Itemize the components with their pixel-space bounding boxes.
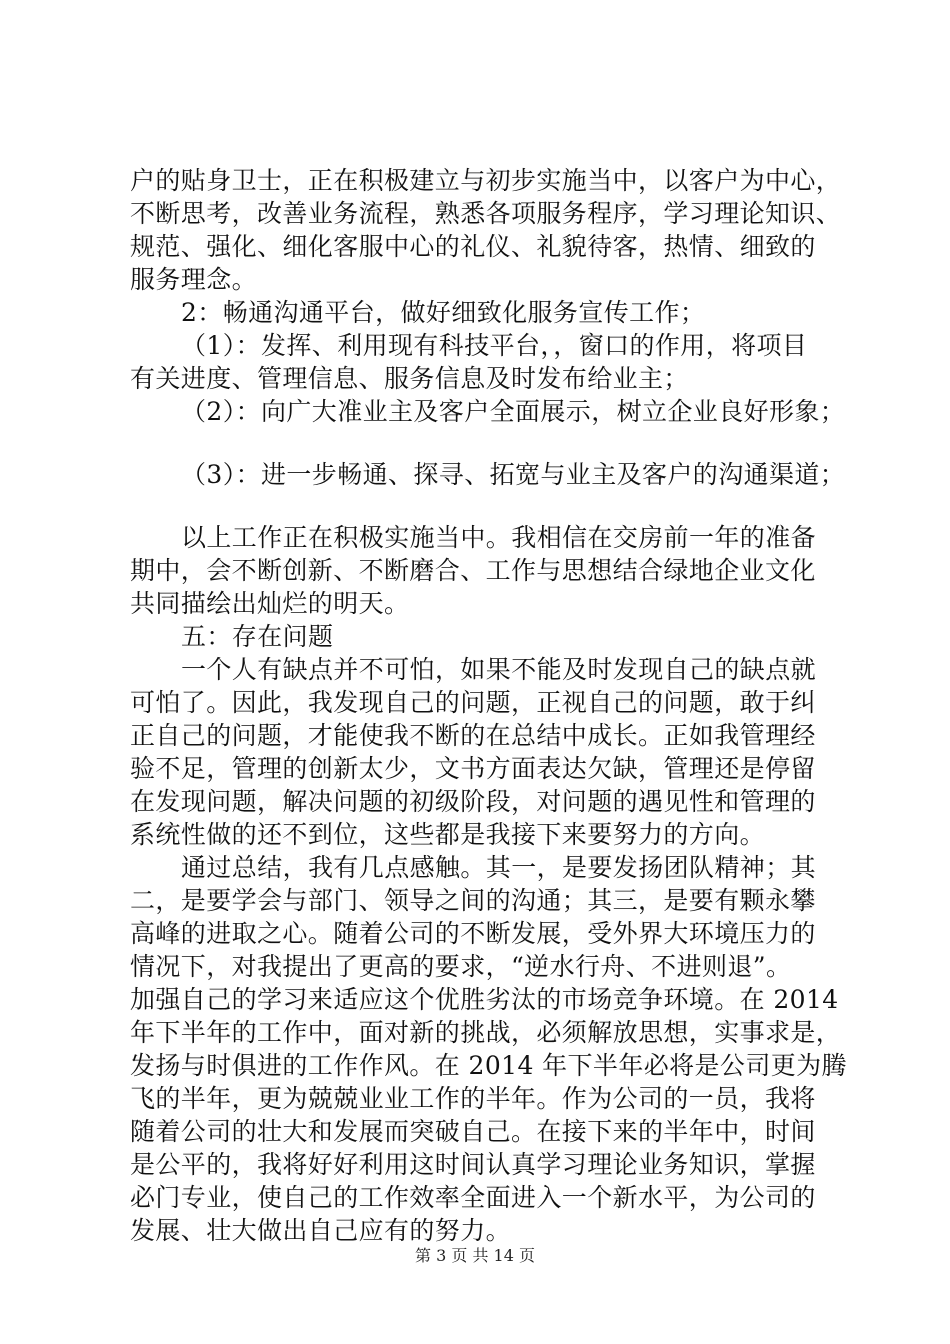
paragraph-line: 期中，会不断创新、不断磨合、工作与思想结合绿地企业文化 bbox=[130, 556, 816, 585]
list-item: （2）：向广大准业主及客户全面展示，树立企业良好形象； bbox=[181, 397, 846, 426]
paragraph-line: 有关进度、管理信息、服务信息及时发布给业主； bbox=[130, 364, 689, 393]
spacer bbox=[130, 491, 836, 521]
paragraph-line: 不断思考，改善业务流程，熟悉各项服务程序，学习理论知识、 bbox=[130, 199, 842, 228]
paragraph-line: 发扬与时俱进的工作作风。在 2014 年下半年必将是公司更为腾 bbox=[130, 1051, 847, 1080]
paragraph-line: 正自己的问题，才能使我不断的在总结中成长。正如我管理经 bbox=[130, 721, 816, 750]
page-number-footer: 第 3 页 共 14 页 bbox=[415, 1246, 535, 1265]
list-item: （3）：进一步畅通、探寻、拓宽与业主及客户的沟通渠道； bbox=[181, 460, 846, 489]
paragraph-line: 高峰的进取之心。随着公司的不断发展，受外界大环境压力的 bbox=[130, 919, 816, 948]
paragraph-line: 加强自己的学习来适应这个优胜劣汰的市场竞争环境。在 2014 bbox=[130, 985, 839, 1014]
paragraph-line: 一个人有缺点并不可怕，如果不能及时发现自己的缺点就 bbox=[181, 655, 817, 684]
paragraph-line: 共同描绘出灿烂的明天。 bbox=[130, 589, 410, 618]
paragraph-line: 户的贴身卫士，正在积极建立与初步实施当中，以客户为中心， bbox=[130, 166, 842, 195]
paragraph-line: 系统性做的还不到位，这些都是我接下来要努力的方向。 bbox=[130, 820, 766, 849]
list-item: （1）：发挥、利用现有科技平台，，窗口的作用，将项目 bbox=[181, 331, 808, 360]
paragraph-line: 以上工作正在积极实施当中。我相信在交房前一年的准备 bbox=[181, 523, 817, 552]
paragraph-line: 年下半年的工作中，面对新的挑战，必须解放思想，实事求是， bbox=[130, 1018, 842, 1047]
section-heading: 2：畅通沟通平台，做好细致化服务宣传工作； bbox=[181, 298, 706, 327]
document-body bbox=[130, 164, 847, 1247]
paragraph-line: 服务理念。 bbox=[130, 265, 258, 294]
spacer bbox=[130, 428, 836, 458]
paragraph-line: 飞的半年，更为兢兢业业工作的半年。作为公司的一员，我将 bbox=[130, 1084, 816, 1113]
paragraph-line: 必门专业，使自己的工作效率全面进入一个新水平，为公司的 bbox=[130, 1183, 816, 1212]
paragraph-line: 可怕了。因此，我发现自己的问题，正视自己的问题，敢于纠 bbox=[130, 688, 816, 717]
paragraph-line: 验不足，管理的创新太少，文书方面表达欠缺，管理还是停留 bbox=[130, 754, 816, 783]
paragraph-line: 发展、壮大做出自己应有的努力。 bbox=[130, 1216, 512, 1245]
paragraph-line: 是公平的，我将好好利用这时间认真学习理论业务知识，掌握 bbox=[130, 1150, 816, 1179]
paragraph-line: 在发现问题，解决问题的初级阶段，对问题的遇见性和管理的 bbox=[130, 787, 816, 816]
paragraph-line: 二，是要学会与部门、领导之间的沟通；其三，是要有颗永攀 bbox=[130, 886, 816, 915]
paragraph-line: 规范、强化、细化客服中心的礼仪、礼貌待客，热情、细致的 bbox=[130, 232, 816, 261]
paragraph-line: 随着公司的壮大和发展而突破自己。在接下来的半年中，时间 bbox=[130, 1117, 816, 1146]
paragraph-line: 通过总结，我有几点感触。其一，是要发扬团队精神；其 bbox=[181, 853, 817, 882]
section-heading: 五：存在问题 bbox=[181, 622, 334, 651]
paragraph-line: 情况下，对我提出了更高的要求，“逆水行舟、不进则退”。 bbox=[130, 952, 792, 981]
